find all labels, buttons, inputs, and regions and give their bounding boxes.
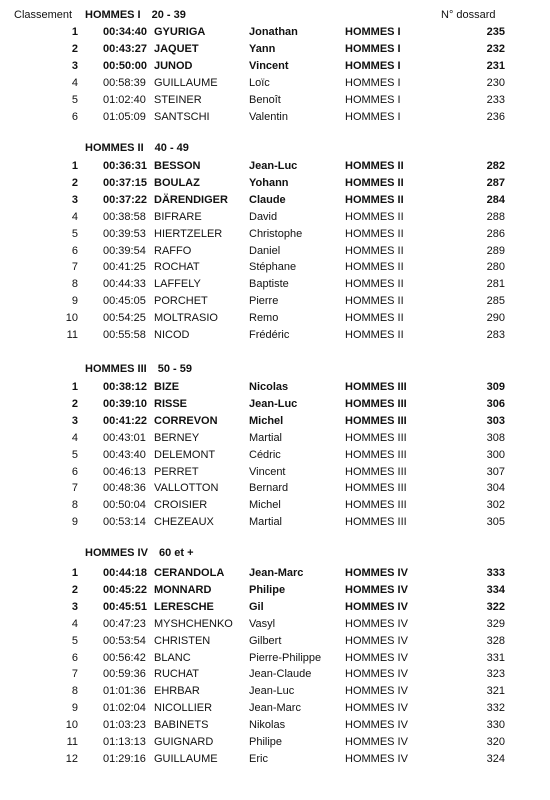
result-bib: 281: [486, 278, 505, 291]
result-name: ROCHAT: [154, 261, 200, 274]
result-first: Pierre: [249, 295, 279, 308]
result-rank: 12: [65, 752, 78, 765]
result-bib: 323: [486, 668, 505, 681]
result-first: Vasyl: [249, 617, 276, 630]
result-time: 00:41:22: [103, 414, 148, 427]
result-time: 00:45:51: [103, 600, 148, 613]
result-row: [0, 447, 550, 464]
result-name: CROISIER: [154, 499, 208, 512]
result-cat: HOMMES II: [345, 160, 404, 172]
result-bib: 280: [486, 261, 505, 274]
result-first: Eric: [249, 752, 268, 765]
result-rank: 6: [71, 110, 78, 123]
result-first: Michel: [249, 499, 281, 512]
result-time: 00:38:12: [103, 381, 148, 393]
result-first: Yann: [249, 42, 276, 55]
result-rank: 4: [71, 76, 78, 89]
result-time: 00:53:54: [103, 634, 146, 647]
result-row: [0, 226, 550, 243]
result-rank: 4: [71, 210, 78, 223]
result-name: VALLOTTON: [154, 482, 219, 495]
result-first: Nikolas: [249, 719, 286, 732]
result-bib: 286: [486, 227, 505, 240]
result-row: [0, 430, 550, 447]
result-first: Cédric: [249, 448, 281, 461]
result-time: 01:05:09: [103, 110, 146, 123]
result-name: RISSE: [154, 397, 188, 410]
result-bib: 285: [486, 295, 505, 308]
result-cat: HOMMES II: [345, 329, 404, 341]
result-rank: 4: [71, 617, 78, 630]
category-name: HOMMES III: [85, 363, 147, 375]
result-rank: 3: [71, 59, 78, 72]
result-name: MONNARD: [154, 583, 212, 596]
result-name: BLANC: [154, 651, 191, 664]
result-name: GUIGNARD: [154, 736, 214, 748]
category-title: [85, 9, 186, 21]
result-bib: 322: [486, 600, 505, 613]
result-cat: HOMMES IV: [345, 617, 408, 630]
result-rank: 1: [71, 26, 78, 38]
result-row: [0, 175, 550, 192]
result-rank: 5: [71, 93, 78, 106]
result-row: [0, 92, 550, 109]
result-bib: 321: [486, 685, 505, 698]
result-time: 00:39:53: [103, 227, 146, 240]
result-rank: 7: [71, 261, 78, 274]
result-time: 01:01:36: [103, 685, 146, 698]
result-cat: HOMMES IV: [345, 600, 408, 613]
result-rank: 5: [71, 634, 78, 647]
result-cat: HOMMES III: [345, 499, 407, 512]
result-cat: HOMMES IV: [345, 634, 408, 647]
result-bib: 288: [486, 210, 505, 223]
result-bib: 309: [486, 381, 505, 393]
result-bib: 283: [486, 329, 505, 341]
result-cat: HOMMES I: [345, 59, 401, 72]
category-age-range: 50 - 59: [157, 363, 192, 375]
result-row: [0, 633, 550, 650]
result-name: JUNOD: [154, 59, 193, 72]
result-first: Martial: [249, 516, 283, 529]
result-row: [0, 751, 550, 768]
result-time: 00:45:22: [103, 583, 148, 596]
result-name: DELEMONT: [154, 448, 216, 461]
result-name: RUCHAT: [154, 668, 200, 681]
result-row: [0, 58, 550, 75]
result-time: 01:13:13: [103, 736, 146, 748]
result-row: [0, 327, 550, 344]
result-row: [0, 276, 550, 293]
result-name: JAQUET: [154, 42, 199, 55]
result-rank: 10: [65, 719, 78, 732]
result-rank: 9: [71, 516, 78, 529]
result-cat: HOMMES II: [345, 227, 404, 240]
result-bib: 305: [486, 516, 505, 529]
result-rank: 3: [71, 414, 78, 427]
result-time: 00:37:15: [103, 176, 148, 189]
result-rank: 8: [71, 499, 78, 512]
result-name: BIFRARE: [154, 210, 202, 223]
result-bib: 233: [486, 93, 505, 106]
result-first: Valentin: [249, 110, 288, 123]
result-time: 00:41:25: [103, 261, 146, 274]
result-bib: 332: [486, 702, 505, 715]
result-cat: HOMMES IV: [345, 752, 408, 765]
result-first: Philipe: [249, 583, 286, 596]
result-first: Remo: [249, 312, 279, 325]
result-first: Pierre-Philippe: [249, 651, 322, 664]
result-first: Michel: [249, 414, 284, 427]
result-row: [0, 565, 550, 582]
result-rank: 3: [71, 193, 78, 206]
classement-header: Classement: [14, 9, 73, 21]
result-bib: 232: [486, 42, 505, 55]
result-first: Loïc: [249, 76, 270, 89]
result-first: Vincent: [249, 59, 289, 72]
result-bib: 306: [486, 397, 505, 410]
result-time: 00:39:10: [103, 397, 148, 410]
result-row: [0, 158, 550, 175]
result-row: [0, 109, 550, 126]
result-cat: HOMMES IV: [345, 685, 408, 698]
result-cat: HOMMES I: [345, 76, 401, 89]
result-name: EHRBAR: [154, 685, 200, 698]
result-cat: HOMMES III: [345, 381, 407, 393]
result-row: [0, 464, 550, 481]
result-time: 00:47:23: [103, 617, 146, 630]
result-time: 00:50:04: [103, 499, 146, 512]
result-bib: 334: [486, 583, 505, 596]
result-row: [0, 192, 550, 209]
result-time: 00:45:05: [103, 295, 146, 308]
result-time: 00:43:27: [103, 42, 148, 55]
result-rank: 1: [71, 381, 78, 393]
result-bib: 304: [486, 482, 505, 495]
result-bib: 308: [486, 431, 505, 444]
result-bib: 320: [486, 736, 505, 748]
result-bib: 324: [486, 752, 505, 765]
result-name: BIZE: [154, 381, 180, 393]
result-cat: HOMMES I: [345, 42, 401, 55]
result-row: [0, 310, 550, 327]
result-row: [0, 650, 550, 667]
result-rank: 8: [71, 685, 78, 698]
result-rank: 9: [71, 702, 78, 715]
result-name: SANTSCHI: [154, 110, 210, 123]
result-name: HIERTZELER: [154, 227, 223, 240]
result-time: 00:36:31: [103, 160, 148, 172]
category-name: HOMMES I: [85, 9, 141, 21]
result-cat: HOMMES IV: [345, 583, 408, 596]
result-first: Jean-Luc: [249, 397, 298, 410]
result-name: LERESCHE: [154, 600, 214, 613]
result-bib: 330: [486, 719, 505, 732]
result-time: 00:56:42: [103, 651, 146, 664]
result-row: [0, 683, 550, 700]
result-cat: HOMMES IV: [345, 719, 408, 732]
result-cat: HOMMES IV: [345, 651, 408, 664]
result-name: CHRISTEN: [154, 634, 211, 647]
result-time: 01:03:23: [103, 719, 146, 732]
result-row: [0, 700, 550, 717]
result-time: 01:02:40: [103, 93, 146, 106]
category-name: HOMMES II: [85, 142, 144, 154]
result-name: LAFFELY: [154, 278, 201, 291]
category-age-range: 40 - 49: [154, 142, 189, 154]
result-bib: 328: [486, 634, 505, 647]
result-row: [0, 717, 550, 734]
result-bib: 331: [486, 651, 505, 664]
result-cat: HOMMES I: [345, 93, 401, 106]
result-name: PERRET: [154, 465, 199, 478]
result-time: 00:53:14: [103, 516, 146, 529]
result-first: Yohann: [249, 176, 289, 189]
result-first: Claude: [249, 193, 286, 206]
result-cat: HOMMES IV: [345, 702, 408, 715]
result-rank: 6: [71, 244, 78, 257]
result-row: [0, 41, 550, 58]
result-cat: HOMMES II: [345, 210, 404, 223]
result-row: [0, 582, 550, 599]
result-row: [0, 293, 550, 310]
result-cat: HOMMES I: [345, 26, 401, 38]
result-cat: HOMMES III: [345, 516, 407, 529]
result-bib: 300: [486, 448, 505, 461]
result-first: David: [249, 210, 278, 223]
result-rank: 6: [71, 651, 78, 664]
result-name: BESSON: [154, 160, 201, 172]
result-bib: 284: [486, 193, 505, 206]
result-cat: HOMMES II: [345, 176, 404, 189]
result-name: CERANDOLA: [154, 567, 225, 579]
result-rank: 11: [66, 736, 78, 748]
result-time: 00:58:39: [103, 76, 146, 89]
category-title: [85, 142, 189, 154]
result-row: [0, 243, 550, 260]
result-bib: 307: [486, 465, 505, 478]
result-bib: 230: [486, 76, 505, 89]
result-cat: HOMMES III: [345, 448, 407, 461]
result-row: [0, 259, 550, 276]
dossard-header: N° dossard: [441, 9, 496, 21]
result-rank: 3: [71, 600, 78, 613]
result-cat: HOMMES II: [345, 295, 404, 308]
result-rank: 9: [71, 295, 78, 308]
result-name: GUILLAUME: [154, 76, 218, 89]
result-name: BOULAZ: [154, 176, 200, 189]
category-title: [85, 363, 192, 375]
result-rank: 10: [65, 312, 78, 325]
result-cat: HOMMES III: [345, 482, 407, 495]
result-cat: HOMMES II: [345, 312, 404, 325]
result-time: 00:59:36: [103, 668, 146, 681]
result-bib: 287: [486, 176, 505, 189]
result-time: 00:38:58: [103, 210, 146, 223]
result-row: [0, 616, 550, 633]
result-first: Jean-Luc: [249, 160, 298, 172]
result-name: STEINER: [154, 93, 202, 106]
result-first: Benoît: [249, 93, 281, 106]
result-name: BABINETS: [154, 719, 209, 732]
result-first: Jean-Marc: [249, 567, 304, 579]
result-rank: 5: [71, 448, 78, 461]
result-row: [0, 396, 550, 413]
result-name: PORCHET: [154, 295, 208, 308]
result-time: 00:50:00: [103, 59, 148, 72]
result-cat: HOMMES IV: [345, 567, 408, 579]
result-first: Stéphane: [249, 261, 297, 274]
category-age-range: 60 et +: [158, 547, 194, 559]
result-time: 00:46:13: [103, 465, 146, 478]
result-first: Philipe: [249, 736, 283, 748]
result-name: DÄRENDIGER: [154, 193, 228, 206]
result-first: Jean-Claude: [249, 668, 312, 681]
result-bib: 289: [486, 244, 505, 257]
result-bib: 282: [486, 160, 505, 172]
result-name: MOLTRASIO: [154, 312, 218, 325]
result-name: NICOD: [154, 329, 190, 341]
result-time: 01:02:04: [103, 702, 146, 715]
result-bib: 290: [486, 312, 505, 325]
result-row: [0, 413, 550, 430]
category-age-range: 20 - 39: [151, 9, 186, 21]
result-cat: HOMMES II: [345, 261, 404, 274]
result-cat: HOMMES IV: [345, 668, 408, 681]
result-rank: 2: [71, 583, 78, 596]
result-row: [0, 599, 550, 616]
category-title: [85, 547, 194, 559]
result-time: 00:37:22: [103, 193, 148, 206]
result-first: Gilbert: [249, 634, 282, 647]
result-row: [0, 480, 550, 497]
result-cat: HOMMES IV: [345, 736, 408, 748]
result-time: 00:55:58: [103, 329, 146, 341]
result-row: [0, 75, 550, 92]
result-first: Vincent: [249, 465, 286, 478]
result-first: Frédéric: [249, 329, 290, 341]
result-first: Daniel: [249, 244, 281, 257]
result-cat: HOMMES III: [345, 431, 407, 444]
result-bib: 303: [486, 414, 505, 427]
result-rank: 5: [71, 227, 78, 240]
result-cat: HOMMES II: [345, 193, 404, 206]
result-cat: HOMMES I: [345, 110, 401, 123]
result-bib: 302: [486, 499, 505, 512]
result-first: Gil: [249, 600, 264, 613]
result-row: [0, 497, 550, 514]
result-first: Jean-Marc: [249, 702, 301, 715]
result-rank: 11: [66, 329, 78, 341]
result-cat: HOMMES III: [345, 414, 407, 427]
result-row: [0, 24, 550, 41]
result-first: Martial: [249, 431, 283, 444]
result-bib: 235: [486, 26, 505, 38]
result-time: 00:44:18: [103, 567, 148, 579]
result-time: 00:48:36: [103, 482, 146, 495]
result-bib: 329: [486, 617, 505, 630]
result-row: [0, 666, 550, 683]
result-time: 00:43:01: [103, 431, 146, 444]
result-bib: 236: [486, 110, 505, 123]
result-time: 00:44:33: [103, 278, 146, 291]
result-row: [0, 514, 550, 531]
result-rank: 1: [71, 160, 78, 172]
result-first: Bernard: [249, 482, 289, 495]
result-name: BERNEY: [154, 431, 200, 444]
result-first: Jean-Luc: [249, 685, 295, 698]
result-cat: HOMMES II: [345, 244, 404, 257]
result-rank: 2: [71, 42, 78, 55]
result-rank: 2: [71, 176, 78, 189]
result-name: GYURIGA: [154, 26, 206, 38]
result-row: [0, 209, 550, 226]
result-row: [0, 379, 550, 396]
result-name: RAFFO: [154, 244, 192, 257]
result-time: 00:34:40: [103, 26, 148, 38]
result-cat: HOMMES III: [345, 465, 407, 478]
result-rank: 7: [71, 668, 78, 681]
result-time: 01:29:16: [103, 752, 146, 765]
result-time: 00:54:25: [103, 312, 146, 325]
result-name: MYSHCHENKO: [154, 617, 233, 630]
result-rank: 4: [71, 431, 78, 444]
result-name: NICOLLIER: [154, 702, 213, 715]
category-name: HOMMES IV: [85, 547, 148, 559]
result-bib: 333: [486, 567, 505, 579]
result-first: Christophe: [249, 227, 303, 240]
result-name: CHEZEAUX: [154, 516, 214, 529]
result-name: GUILLAUME: [154, 752, 218, 765]
result-first: Jonathan: [249, 26, 298, 38]
result-rank: 2: [71, 397, 78, 410]
result-first: Nicolas: [249, 381, 289, 393]
result-cat: HOMMES III: [345, 397, 407, 410]
result-name: CORREVON: [154, 414, 218, 427]
result-rank: 7: [71, 482, 78, 495]
result-bib: 231: [486, 59, 505, 72]
result-cat: HOMMES II: [345, 278, 404, 291]
result-rank: 6: [71, 465, 78, 478]
result-rank: 1: [71, 567, 78, 579]
result-time: 00:43:40: [103, 448, 146, 461]
result-rank: 8: [71, 278, 78, 291]
result-row: [0, 734, 550, 751]
result-first: Baptiste: [249, 278, 289, 291]
result-time: 00:39:54: [103, 244, 146, 257]
